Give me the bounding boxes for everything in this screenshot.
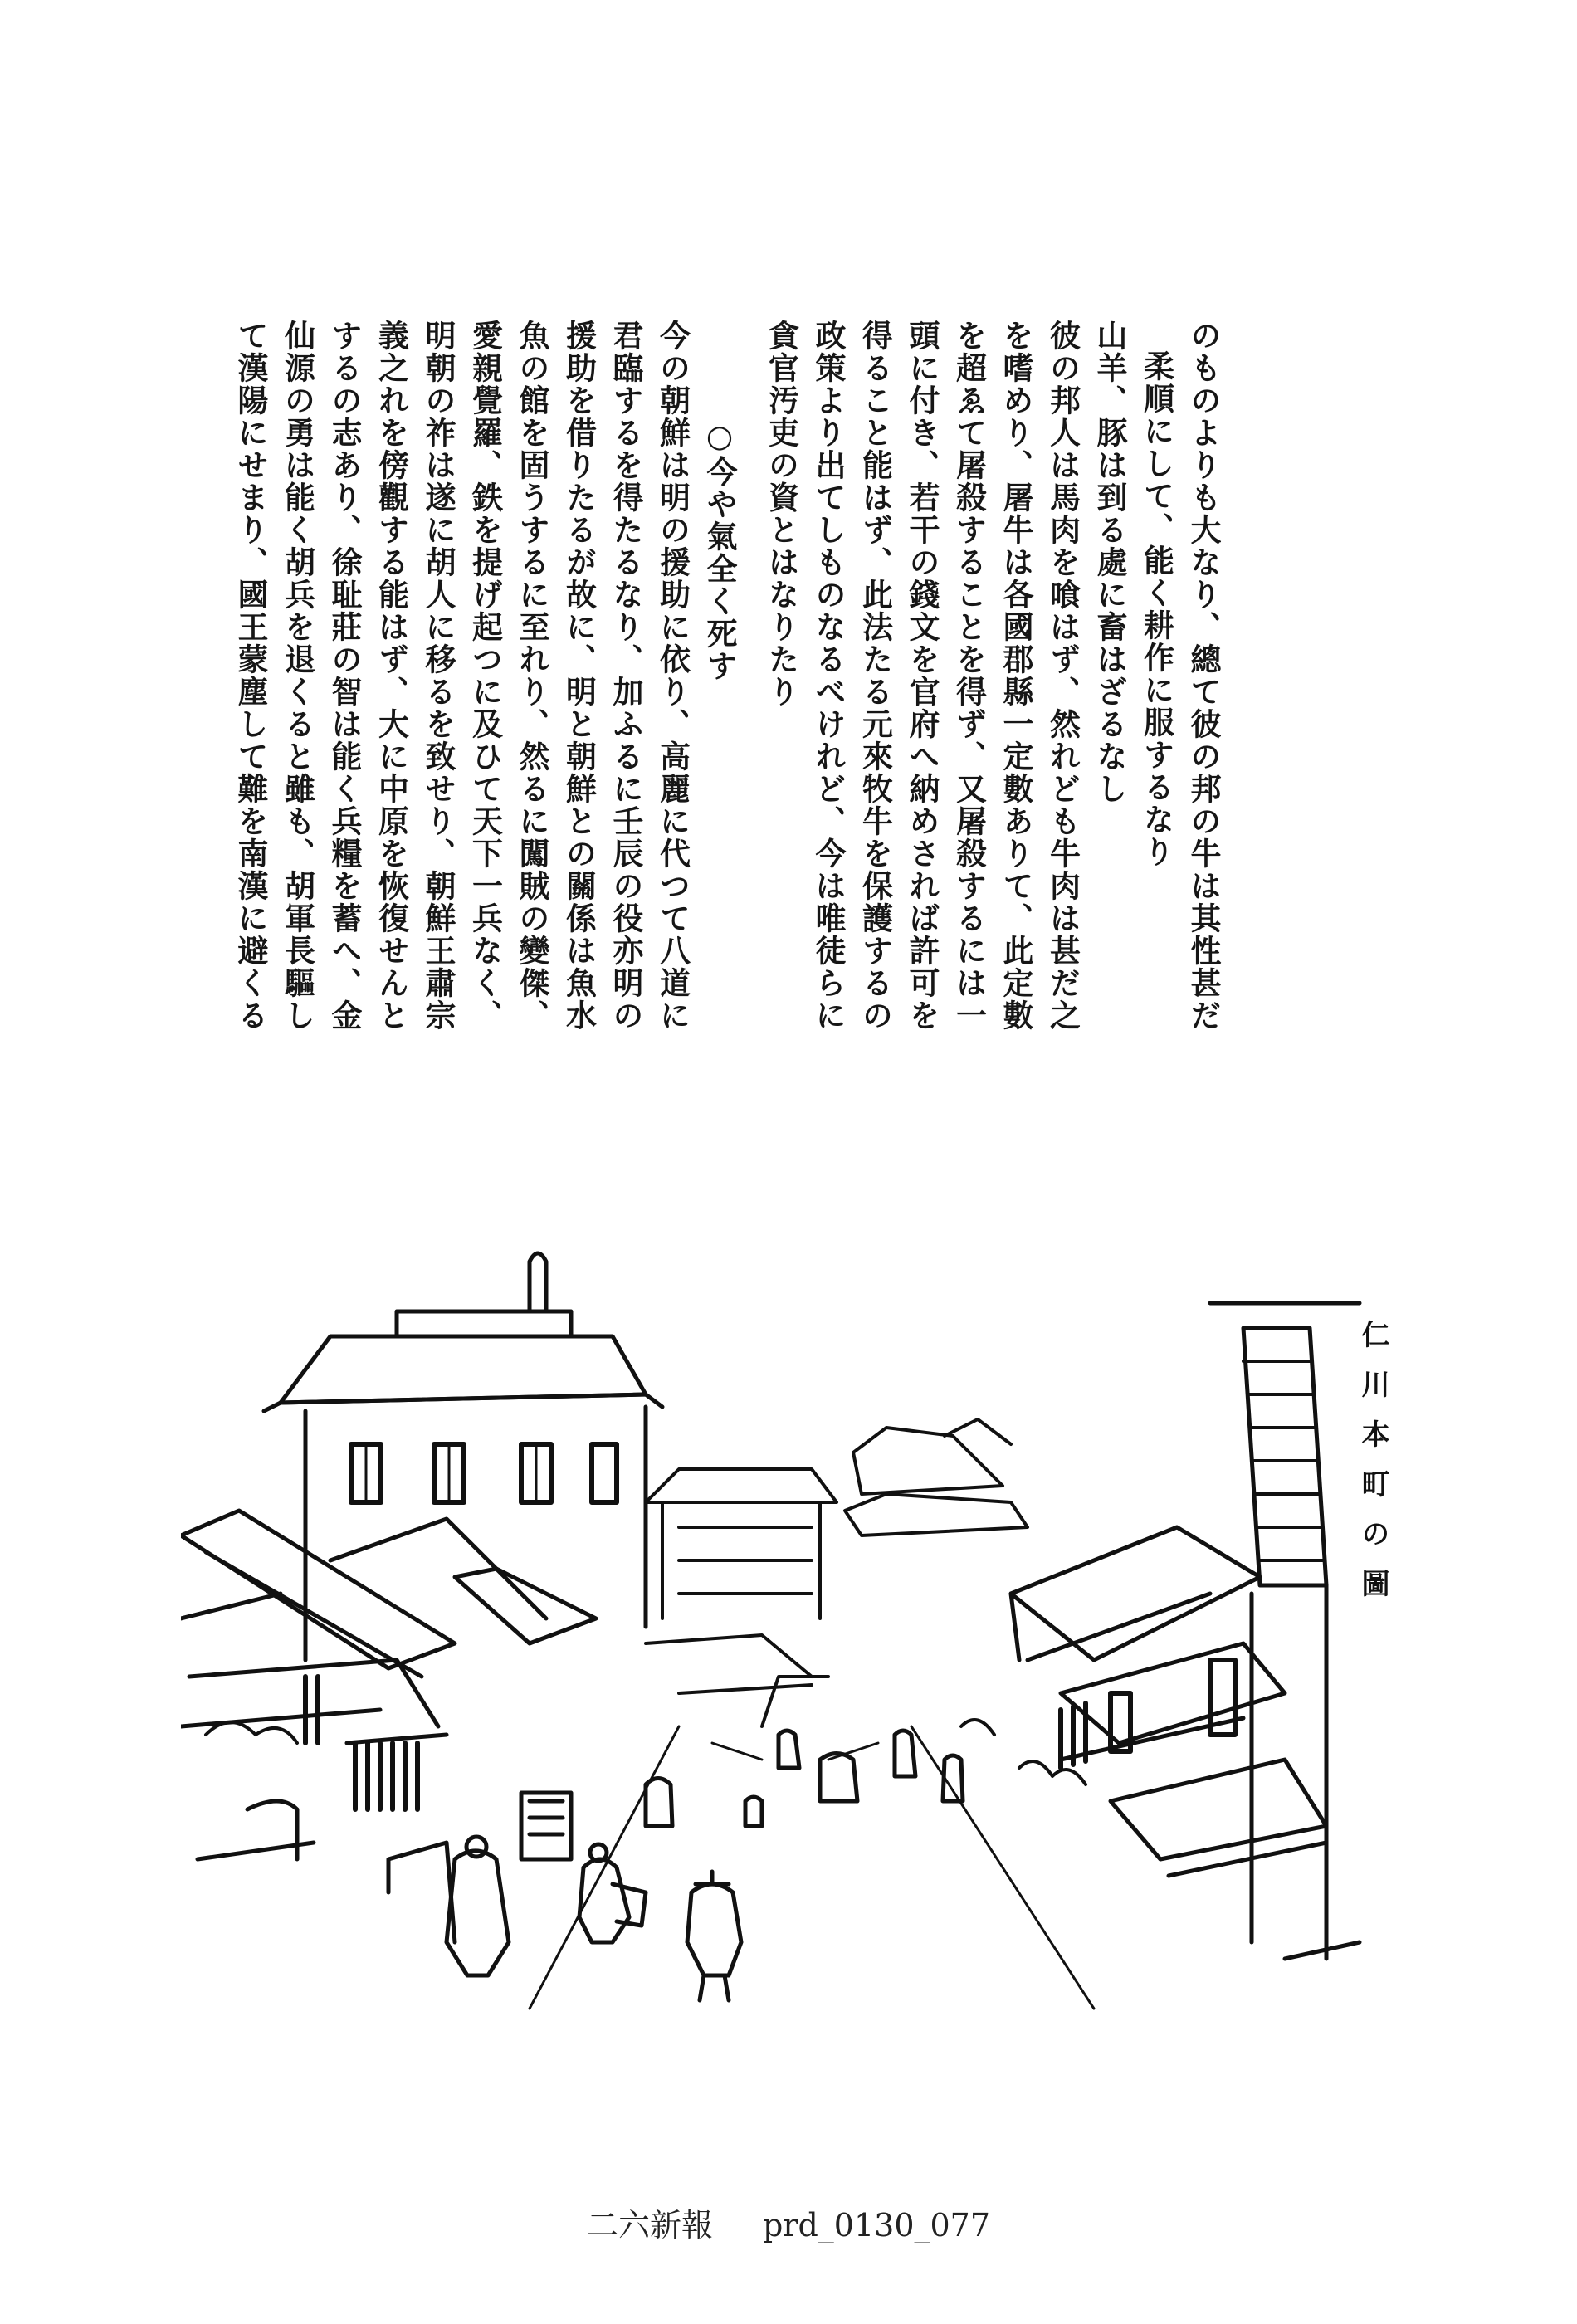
footer-publication: 二六新報 — [586, 2207, 713, 2243]
text-line: 貪官汚吏の資とはなりたり — [763, 320, 800, 708]
text-line: 援助を借りたるが故に、明と朝鮮との關係は魚水 — [560, 320, 598, 1032]
street-scene-illustration — [181, 1228, 1426, 2025]
text-line: 政策より出てしものなるべけれど、今は唯徒らに — [810, 320, 847, 1032]
text-line: のものよりも大なり、總て彼の邦の牛は其性甚だ — [1185, 320, 1222, 1032]
text-line: 柔順にして、能く耕作に服するなり — [1138, 350, 1175, 868]
foliage — [206, 1720, 1086, 1784]
pedestrians — [447, 1731, 963, 2000]
text-line: 得ること能はず、此法たる元來牧牛を保護するの — [857, 320, 894, 1032]
text-line: 魚の館を固うするに至れり、然るに闖賊の變傑、 — [514, 320, 550, 1032]
text-line: 仙源の勇は能く胡兵を退くると雖も、胡軍長驅し — [279, 320, 316, 1032]
right-buildings — [1011, 1303, 1360, 1959]
text-line: 山羊、豚は到る處に畜はざるなし — [1091, 320, 1128, 805]
text-line: を超ゑて屠殺することを得ず、又屠殺するには一 — [950, 320, 988, 1032]
text-line-spacer — [743, 320, 758, 1174]
text-line: 愛親覺羅、鉄を提げ起つに及ひて天下一兵なく、 — [466, 320, 504, 1032]
text-line: するの志あり、徐耻莊の智は能く兵糧を蓄へ、金 — [326, 320, 363, 1032]
text-line: て漢陽にせまり、國王蒙塵して難を南漢に避くる — [232, 320, 269, 1032]
article-body — [189, 320, 1227, 1174]
text-line: を嗜めり、屠牛は各國郡縣一定數ありて、此定數 — [998, 320, 1034, 1032]
footer-page-id: prd_0130_077 — [762, 2207, 991, 2243]
text-line: 彼の邦人は馬肉を喰はず、然れども牛肉は甚だ之 — [1044, 320, 1081, 1032]
center-buildings — [646, 1419, 1028, 1726]
left-building — [264, 1253, 662, 1660]
text-line: 頭に付き、若干の錢文を官府へ納めされば許可を — [904, 320, 940, 1032]
text-line: 明朝の祚は遂に胡人に移るを致せり、朝鮮王肅宗 — [420, 320, 456, 1032]
text-line: 義之れを傍觀する能はず、大に中原を恢復せんと — [373, 320, 410, 1032]
illustration-caption: 仁川本町の圖 — [1356, 1320, 1389, 1618]
page-footer — [0, 2200, 1577, 2245]
text-line: 君臨するを得たるなり、加ふるに壬辰の役亦明の — [608, 320, 644, 1032]
section-heading: ○今や氣全く死す — [701, 417, 738, 683]
text-line: 今の朝鮮は明の援助に依り、高麗に代つて八道に — [654, 320, 691, 1032]
